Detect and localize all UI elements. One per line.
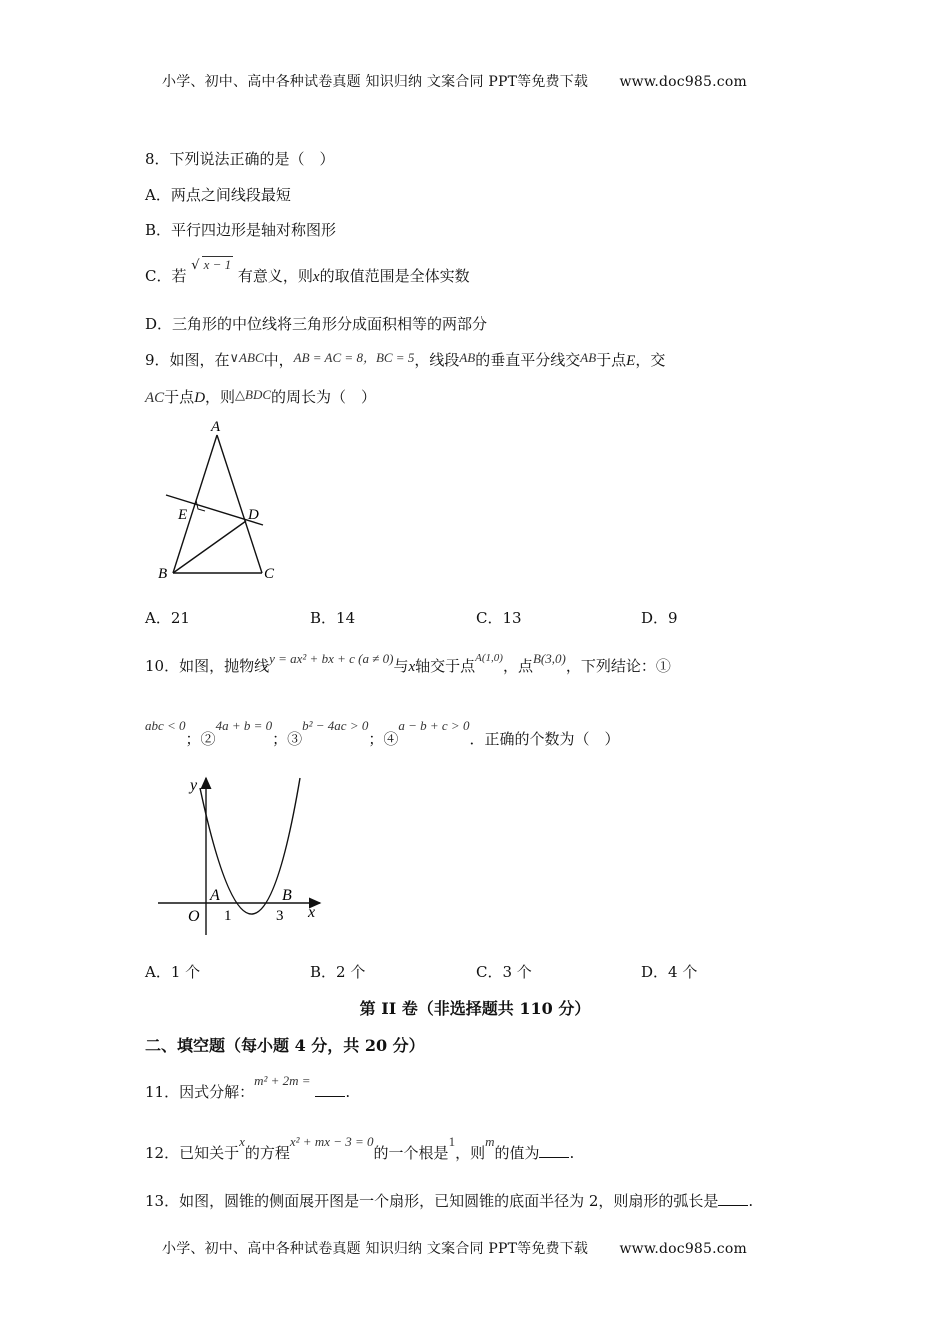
q8-c-middle: 有意义，则 [237, 267, 313, 285]
q8-c-radicand: x − 1 [203, 257, 232, 272]
q10-line-2 [145, 718, 620, 749]
q9-text: 于点 [596, 351, 627, 369]
q11-text: . [345, 1083, 351, 1101]
q10-text: 10．如图，抛物线 [145, 657, 270, 675]
q10-option-c: C．3 个 [476, 963, 532, 981]
q8-c-var: x [312, 269, 320, 285]
q13 [145, 1190, 753, 1211]
q11-text: 11．因式分解： [145, 1083, 255, 1101]
q12-root-value: 1 [448, 1134, 456, 1149]
q10-text: ；② [185, 730, 216, 748]
q10-option-b: B．2 个 [310, 963, 366, 981]
footer-url[interactable]: www.doc985.com [619, 1241, 747, 1257]
q9-text: ，线段 [414, 351, 460, 369]
q9-text: ，则 [205, 388, 236, 406]
q9-segment-ab: AB [459, 350, 476, 365]
q9-text: 中， [263, 351, 294, 369]
q8-option-c [145, 257, 470, 286]
header-url[interactable]: www.doc985.com [619, 74, 747, 90]
q10-point-b: B(3,0) [532, 651, 566, 666]
q8-c-prefix: C．若 [145, 267, 187, 285]
q8-stem: 8．下列说法正确的是（ ） [145, 150, 335, 168]
q9-triangle-figure [150, 415, 290, 585]
q10-text: ；③ [272, 730, 303, 748]
q12-text: 的方程 [244, 1144, 290, 1162]
q13-text: 13．如图，圆锥的侧面展开图是一个扇形，已知圆锥的底面半径为 2，则扇形的弧长是 [145, 1192, 719, 1210]
q12-text: 12．已知关于 [145, 1144, 240, 1162]
label-d: D [248, 507, 259, 523]
q12-var-m: m [485, 1134, 495, 1149]
label-b: B [158, 566, 168, 582]
q8-c-suffix: 的取值范围是全体实数 [319, 267, 470, 285]
section-title-fill-in: 二、填空题（每小题 4 分，共 20 分） [145, 1036, 425, 1055]
q9-triangle-bdc: △BDC [235, 387, 272, 402]
q11 [145, 1073, 351, 1102]
q10-option-d: D．4 个 [641, 963, 698, 981]
q13-answer-blank[interactable] [718, 1193, 748, 1206]
q10-parabola-figure [150, 770, 330, 940]
q9-point-e: E [626, 353, 636, 369]
q8-option-b: B．平行四边形是轴对称图形 [145, 221, 337, 239]
conclusion-3: b² − 4ac > 0 [302, 718, 369, 733]
q11-answer-blank[interactable] [315, 1084, 345, 1097]
point-b-label: B [282, 887, 292, 904]
q8-option-d: D．三角形的中位线将三角形分成面积相等的两部分 [145, 315, 488, 333]
q9-text: ，交 [635, 351, 666, 369]
q12-equation: x² + mx − 3 = 0 [289, 1134, 374, 1149]
part-2-title: 第 II 卷（非选择题共 110 分） [359, 999, 591, 1018]
q9-given-lengths: AB = AC = 8，BC = 5 [293, 350, 415, 365]
conclusion-4: a − b + c > 0 [398, 718, 470, 733]
segment-bd [173, 521, 246, 573]
label-a: A [211, 419, 221, 435]
label-e: E [178, 507, 188, 523]
q10-text: 轴交于点 [415, 657, 476, 675]
q12-text: 的值为 [494, 1144, 540, 1162]
q10-text: ；④ [368, 730, 399, 748]
page-header [162, 71, 747, 91]
page-footer [162, 1238, 747, 1258]
q10-option-a: A．1 个 [145, 963, 201, 981]
q9-point-d: D [194, 390, 206, 406]
q11-expression: m² + 2m = [254, 1073, 311, 1088]
q9-option-c: C．13 [476, 609, 522, 627]
q12-var-x: x [239, 1134, 245, 1149]
q9-line-1 [145, 349, 665, 370]
q12-text: . [569, 1144, 575, 1162]
q9-text: 的垂直平分线交 [475, 351, 581, 369]
q9-segment-ab: AB [580, 350, 597, 365]
q10-var-x: x [408, 659, 416, 675]
tick-label-3: 3 [276, 908, 284, 924]
q12-text: 的一个根是 [373, 1144, 449, 1162]
q12 [145, 1134, 575, 1163]
q10-text: 与 [393, 657, 409, 675]
q10-text: ，下列结论：① [565, 657, 671, 675]
footer-text: 小学、初中、高中各种试卷真题 知识归纳 文案合同 PPT等免费下载 [162, 1241, 589, 1257]
q12-text: ，则 [455, 1144, 486, 1162]
q9-text: 的周长为（ ） [271, 388, 377, 406]
q9-text: 于点 [164, 388, 195, 406]
header-text: 小学、初中、高中各种试卷真题 知识归纳 文案合同 PPT等免费下载 [162, 74, 589, 90]
q12-answer-blank[interactable] [539, 1145, 569, 1158]
q9-option-a: A．21 [145, 609, 190, 627]
q9-line-2 [145, 386, 376, 407]
axis-label-x: x [308, 904, 316, 921]
sqrt-expression: √ x − 1 [191, 257, 232, 273]
q10-parabola-equation: y = ax² + bx + c (a ≠ 0) [269, 651, 394, 666]
q10-text: ．正确的个数为（ ） [469, 730, 620, 748]
origin-label: O [188, 908, 200, 925]
label-c: C [264, 566, 275, 582]
q9-segment-ac: AC [145, 390, 165, 406]
q9-option-d: D．9 [641, 609, 678, 627]
q10-point-a: A(1,0) [475, 652, 503, 664]
q10-line-1 [145, 651, 671, 676]
segment-ac [217, 435, 262, 573]
axis-label-y: y [190, 777, 198, 794]
tick-label-1: 1 [224, 908, 232, 924]
q10-text: ，点 [502, 657, 533, 675]
q9-triangle-abc: ∨ABC [229, 350, 264, 365]
q8-option-a: A．两点之间线段最短 [145, 186, 291, 204]
q13-text: . [748, 1192, 754, 1210]
q9-option-b: B．14 [310, 609, 356, 627]
conclusion-1: abc < 0 [145, 718, 186, 733]
q9-text: 9．如图，在 [145, 351, 230, 369]
conclusion-2: 4a + b = 0 [215, 718, 273, 733]
point-a-label: A [210, 887, 220, 904]
